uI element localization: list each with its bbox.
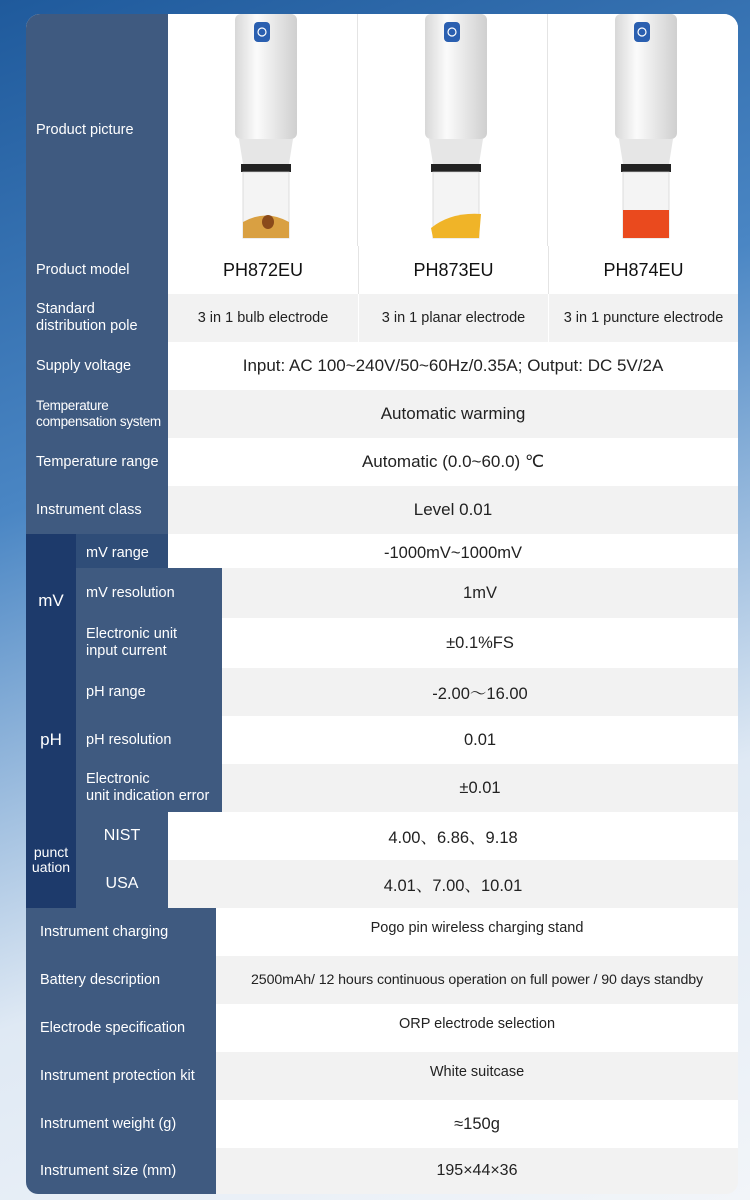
label-elec-input-current: Electronic unit input current [76, 618, 222, 668]
model-3: PH874EU [548, 246, 738, 294]
label-elec-indication-error: Electronic unit indication error [76, 764, 222, 812]
group-ph: pH [26, 668, 76, 812]
label-electrode-spec: Electrode specification [26, 1004, 216, 1052]
label-protection-kit: Instrument protection kit [26, 1052, 216, 1100]
value-mv-range: -1000mV~1000mV [168, 534, 738, 572]
value-usa: 4.01、7.00、10.01 [168, 860, 738, 908]
model-2: PH873EU [358, 246, 548, 294]
label-weight: Instrument weight (g) [26, 1100, 216, 1148]
label-mv-range: mV range [76, 534, 168, 572]
label-size: Instrument size (mm) [26, 1148, 216, 1194]
value-temp-compensation: Automatic warming [168, 390, 738, 438]
ph872eu-meter-image [231, 14, 301, 244]
value-mv-resolution: 1mV [222, 568, 738, 618]
label-temp-range: Temperature range [26, 438, 168, 486]
value-protection-kit: White suitcase [216, 1052, 738, 1100]
label-instrument-charging: Instrument charging [26, 908, 216, 956]
value-ph-range: -2.00～16.00 [222, 668, 738, 716]
value-ph-resolution: 0.01 [222, 716, 738, 764]
pole-2: 3 in 1 planar electrode [358, 294, 548, 342]
label-product-picture [26, 14, 168, 246]
value-instrument-charging: Pogo pin wireless charging stand [216, 908, 738, 956]
pole-1: 3 in 1 bulb electrode [168, 294, 358, 342]
value-instrument-class: Level 0.01 [168, 486, 738, 534]
value-electrode-spec: ORP electrode selection [216, 1004, 738, 1052]
label-ph-resolution: pH resolution [76, 716, 222, 764]
value-temp-range: Automatic (0.0~60.0) ℃ [168, 438, 738, 486]
ph874eu-meter-image [611, 14, 681, 244]
value-nist: 4.00、6.86、9.18 [168, 812, 738, 860]
ph873eu-meter-image [421, 14, 491, 244]
label-product-picture-text: Product picture [36, 121, 134, 138]
value-elec-indication-error: ±0.01 [222, 764, 738, 812]
label-mv-resolution: mV resolution [76, 568, 222, 618]
group-mv: mV [26, 534, 76, 668]
group-punctuation: punct uation [26, 812, 76, 908]
value-supply-voltage: Input: AC 100~240V/50~60Hz/0.35A; Output: DC 5V/2A [168, 342, 738, 390]
label-product-model-text: Product model [36, 261, 130, 278]
label-supply-voltage: Supply voltage [26, 342, 168, 390]
label-temp-compensation: Temperature compensation system [26, 390, 168, 438]
pole-3: 3 in 1 puncture electrode [548, 294, 738, 342]
value-weight: ≈150g [216, 1100, 738, 1148]
value-size: 195×44×36 [216, 1148, 738, 1194]
label-ph-range: pH range [76, 668, 222, 716]
label-usa: USA [76, 860, 168, 908]
label-product-model [26, 246, 168, 294]
label-battery-description: Battery description [26, 956, 216, 1004]
label-standard-pole: Standard distribution pole [26, 294, 168, 342]
value-battery-description: 2500mAh/ 12 hours continuous operation on full power / 90 days standby [216, 956, 738, 1004]
label-nist: NIST [76, 812, 168, 860]
label-instrument-class: Instrument class [26, 486, 168, 534]
value-elec-input-current: ±0.1%FS [222, 618, 738, 668]
product-images [168, 14, 738, 246]
model-1: PH872EU [168, 246, 358, 294]
